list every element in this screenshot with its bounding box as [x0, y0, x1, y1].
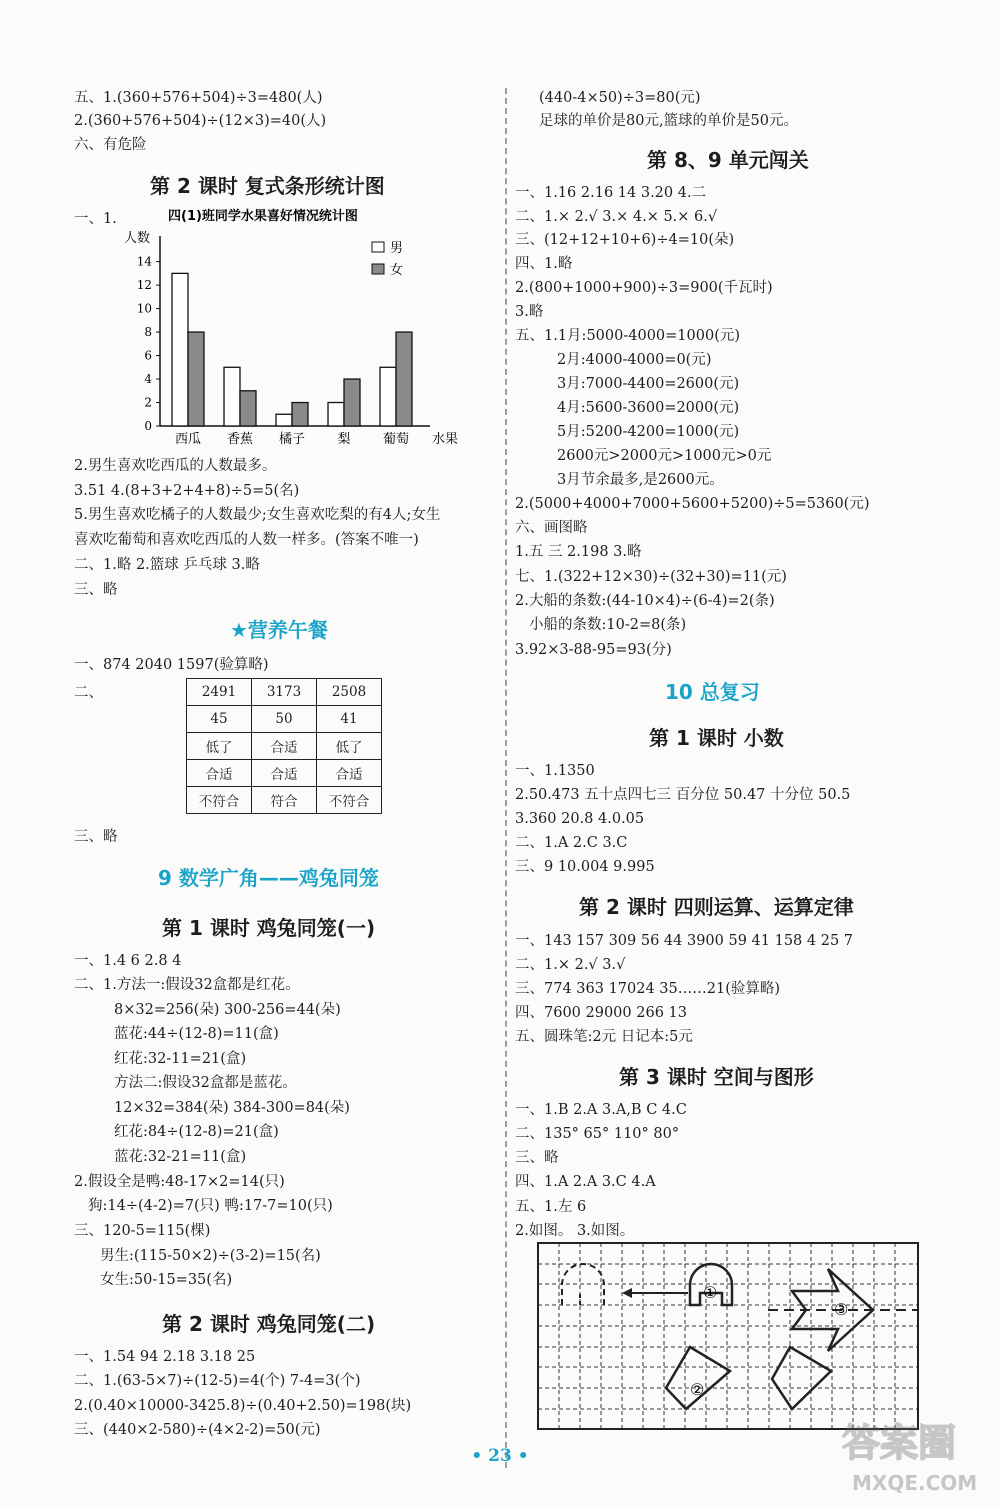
answer-line: 七、1.(322+12×30)÷(32+30)=11(元) — [515, 569, 787, 585]
table-row — [187, 733, 382, 760]
answer-line: 2.如图。 3.如图。 — [515, 1223, 635, 1239]
y-axis-label: 人数 — [124, 231, 151, 246]
bar-male — [276, 414, 292, 426]
category-label: 橘子 — [278, 432, 306, 447]
answer-line: 六、有危险 — [74, 137, 147, 153]
page-number: • 23 • — [471, 1446, 529, 1466]
bar-female — [344, 379, 360, 426]
answer-line: 一、1.1350 — [515, 763, 595, 779]
watermark-logo — [832, 1408, 992, 1498]
answer-line: 一、1.54 94 2.18 3.18 25 — [74, 1349, 256, 1365]
y-tick-label: 8 — [144, 325, 152, 340]
table-cell: 50 — [252, 706, 317, 733]
table-row — [187, 706, 382, 733]
bar-male — [380, 367, 396, 426]
table-cell: 2508 — [317, 679, 382, 706]
answer-line: 一、143 157 309 56 44 3900 59 41 158 4 25 7 — [515, 933, 854, 949]
answer-line: 3月:7000-4400=2600(元) — [557, 376, 740, 392]
answer-line: 2.大船的条数:(44-10×4)÷(6-4)=2(条) — [515, 593, 775, 609]
x-axis-label: 水果 — [432, 432, 459, 447]
table-cell: 合适 — [187, 760, 252, 787]
answer-line: 二、1.略 2.篮球 乒乓球 3.略 — [74, 557, 260, 573]
table-cell: 2491 — [187, 679, 252, 706]
table-row — [187, 787, 382, 814]
answer-line: 5月:5200-4200=1000(元) — [557, 424, 740, 440]
answer-line: 三、774 363 17024 35……21(验算略) — [515, 981, 781, 997]
answer-line: 三、9 10.004 9.995 — [515, 859, 655, 875]
section-heading-nutrition: ★营养午餐 — [230, 618, 328, 642]
y-tick-label: 0 — [144, 419, 152, 433]
answer-line: 二、1.(63-5×7)÷(12-5)=4(个) 7-4=3(个) — [74, 1373, 361, 1389]
section-heading: 第 8、9 单元闯关 — [647, 148, 809, 172]
section-heading: 第 2 课时 复式条形统计图 — [150, 174, 385, 198]
transformation-figure — [538, 1243, 920, 1429]
answer-line: 二、1.A 2.C 3.C — [515, 835, 628, 851]
answer-line: 红花:84÷(12-8)=21(盒) — [114, 1124, 279, 1140]
answer-line: 3.360 20.8 4.0.05 — [515, 811, 645, 827]
table-cell: 45 — [187, 706, 252, 733]
answer-line: 三、120-5=115(棵) — [74, 1223, 211, 1239]
bar-female — [292, 403, 308, 426]
bar-male — [224, 367, 240, 426]
section-heading: 第 2 课时 四则运算、运算定律 — [579, 895, 854, 919]
answer-line: 一、874 2040 1597(验算略) — [74, 657, 269, 673]
answer-line: 3.略 — [515, 304, 544, 320]
answer-line: 足球的单价是80元,篮球的单价是50元。 — [539, 113, 799, 129]
bar-male — [172, 273, 188, 426]
answer-line: 3.92×3-88-95=93(分) — [515, 642, 672, 658]
answer-line: 五、圆珠笔:2元 日记本:5元 — [515, 1029, 693, 1045]
answer-line: 蓝花:32-21=11(盒) — [114, 1149, 247, 1165]
answer-line: 小船的条数:10-2=8(条) — [529, 617, 687, 633]
answer-line: (440-4×50)÷3=80(元) — [539, 90, 701, 106]
answer-line: 二、 — [74, 685, 103, 701]
category-label: 葡萄 — [382, 432, 410, 447]
answer-line: 4月:5600-3600=2000(元) — [557, 400, 740, 416]
bar-male — [328, 403, 344, 426]
answer-line: 3.51 4.(8+3+2+4+8)÷5=5(名) — [74, 483, 300, 499]
column-divider — [505, 88, 507, 1468]
table-cell: 不符合 — [317, 787, 382, 814]
answer-line: 二、1.方法一:假设32盒都是红花。 — [74, 977, 300, 993]
answer-line: 二、1.× 2.√ 3.√ — [515, 957, 626, 973]
nutrition-table — [186, 678, 382, 814]
answer-line: 男生:(115-50×2)÷(3-2)=15(名) — [100, 1248, 321, 1264]
label-1: ① — [703, 1283, 718, 1302]
answer-line: 狗:14÷(4-2)=7(只) 鸭:17-7=10(只) — [88, 1198, 333, 1214]
y-tick-label: 10 — [136, 301, 152, 316]
table-row — [187, 679, 382, 706]
answer-line: 一、1.16 2.16 14 3.20 4.二 — [515, 185, 707, 201]
y-tick-label: 2 — [144, 395, 152, 410]
section-heading: 第 2 课时 鸡兔同笼(二) — [162, 1312, 376, 1336]
answer-line: 五、1.(360+576+504)÷3=480(人) — [74, 90, 323, 106]
y-tick-label: 6 — [144, 348, 152, 363]
answer-line: 2.(5000+4000+7000+5600+5200)÷5=5360(元) — [515, 496, 870, 512]
answer-line: 三、略 — [74, 829, 118, 845]
answer-line: 一、1.B 2.A 3.A,B C 4.C — [515, 1102, 687, 1118]
bar-female — [188, 332, 204, 426]
answer-line: 五、1.左 6 — [515, 1199, 587, 1215]
table-cell: 不符合 — [187, 787, 252, 814]
answer-line: 2月:4000-4000=0(元) — [557, 352, 712, 368]
answer-line: 蓝花:44÷(12-8)=11(盒) — [114, 1026, 279, 1042]
answer-line: 1.五 三 2.198 3.略 — [515, 544, 642, 560]
category-label: 西瓜 — [174, 432, 202, 447]
section-heading: 9 数学广角——鸡兔同笼 — [158, 866, 379, 890]
answer-line: 六、画图略 — [515, 520, 588, 536]
answer-line: 二、1.× 2.√ 3.× 4.× 5.× 6.√ — [515, 209, 718, 225]
y-tick-label: 4 — [144, 372, 152, 387]
section-heading: 10 总复习 — [665, 680, 760, 704]
answer-line: 2600元>2000元>1000元>0元 — [557, 448, 772, 464]
table-cell: 合适 — [252, 733, 317, 760]
answer-line: 二、135° 65° 110° 80° — [515, 1126, 680, 1142]
legend-male-label: 男 — [390, 241, 404, 256]
svg-text:答案圈: 答案圈 — [842, 1421, 957, 1465]
legend-female-swatch — [372, 264, 384, 274]
y-tick-label: 12 — [136, 278, 152, 293]
legend-female-label: 女 — [390, 263, 404, 278]
legend-male-swatch — [372, 242, 384, 252]
section-heading: 第 1 课时 小数 — [649, 726, 784, 750]
answer-line: 一、1. — [74, 211, 117, 227]
y-tick-label: 14 — [136, 254, 152, 269]
answer-line: 2.男生喜欢吃西瓜的人数最多。 — [74, 458, 277, 474]
table-cell: 低了 — [187, 733, 252, 760]
table-cell: 符合 — [252, 787, 317, 814]
section-heading: 第 3 课时 空间与图形 — [619, 1065, 814, 1089]
table-cell: 3173 — [252, 679, 317, 706]
answer-line: 五、1.1月:5000-4000=1000(元) — [515, 328, 741, 344]
chart-title: 四(1)班同学水果喜好情况统计图 — [168, 209, 358, 224]
answer-line: 喜欢吃葡萄和喜欢吃西瓜的人数一样多。(答案不唯一) — [74, 532, 419, 548]
answer-line: 2.(0.40×10000-3425.8)÷(0.40+2.50)=198(块) — [74, 1398, 412, 1414]
answer-line: 一、1.4 6 2.8 4 — [74, 953, 182, 969]
answer-line: 8×32=256(朵) 300-256=44(朵) — [114, 1002, 341, 1018]
table-row — [187, 760, 382, 787]
answer-line: 2.50.473 五十点四七三 百分位 50.47 十分位 50.5 — [515, 787, 851, 803]
table-cell: 低了 — [317, 733, 382, 760]
table-cell: 合适 — [317, 760, 382, 787]
answer-line: 四、7600 29000 266 13 — [515, 1005, 687, 1021]
answer-line: 方法二:假设32盒都是蓝花。 — [114, 1075, 297, 1091]
answer-line: 2.(800+1000+900)÷3=900(千瓦时) — [515, 280, 773, 296]
bar-female — [240, 391, 256, 426]
answer-line: 女生:50-15=35(名) — [100, 1272, 233, 1288]
svg-text:MXQE.COM: MXQE.COM — [852, 1471, 978, 1495]
label-2: ② — [690, 1380, 705, 1399]
answer-line: 三、(12+12+10+6)÷4=10(朵) — [515, 232, 735, 248]
section-heading: 第 1 课时 鸡兔同笼(一) — [162, 916, 376, 940]
answer-line: 12×32=384(朵) 384-300=84(朵) — [114, 1100, 350, 1116]
answer-line: 四、1.A 2.A 3.C 4.A — [515, 1174, 656, 1190]
label-3: ③ — [834, 1300, 849, 1319]
bar-female — [396, 332, 412, 426]
category-label: 梨 — [337, 432, 351, 447]
answer-line: 三、略 — [515, 1150, 559, 1166]
answer-line: 3月节余最多,是2600元。 — [557, 472, 724, 488]
answer-line: 2.假设全是鸭:48-17×2=14(只) — [74, 1174, 285, 1190]
answer-line: 三、(440×2-580)÷(4×2-2)=50(元) — [74, 1422, 321, 1438]
answer-line: 2.(360+576+504)÷(12×3)=40(人) — [74, 113, 327, 129]
answer-line: 三、略 — [74, 582, 118, 598]
fruit-preference-chart — [110, 206, 459, 456]
category-label: 香蕉 — [226, 432, 254, 447]
table-cell: 合适 — [252, 760, 317, 787]
answer-line: 红花:32-11=21(盒) — [114, 1051, 247, 1067]
answer-line: 四、1.略 — [515, 256, 573, 272]
table-cell: 41 — [317, 706, 382, 733]
answer-line: 5.男生喜欢吃橘子的人数最少;女生喜欢吃梨的有4人;女生 — [74, 507, 441, 523]
